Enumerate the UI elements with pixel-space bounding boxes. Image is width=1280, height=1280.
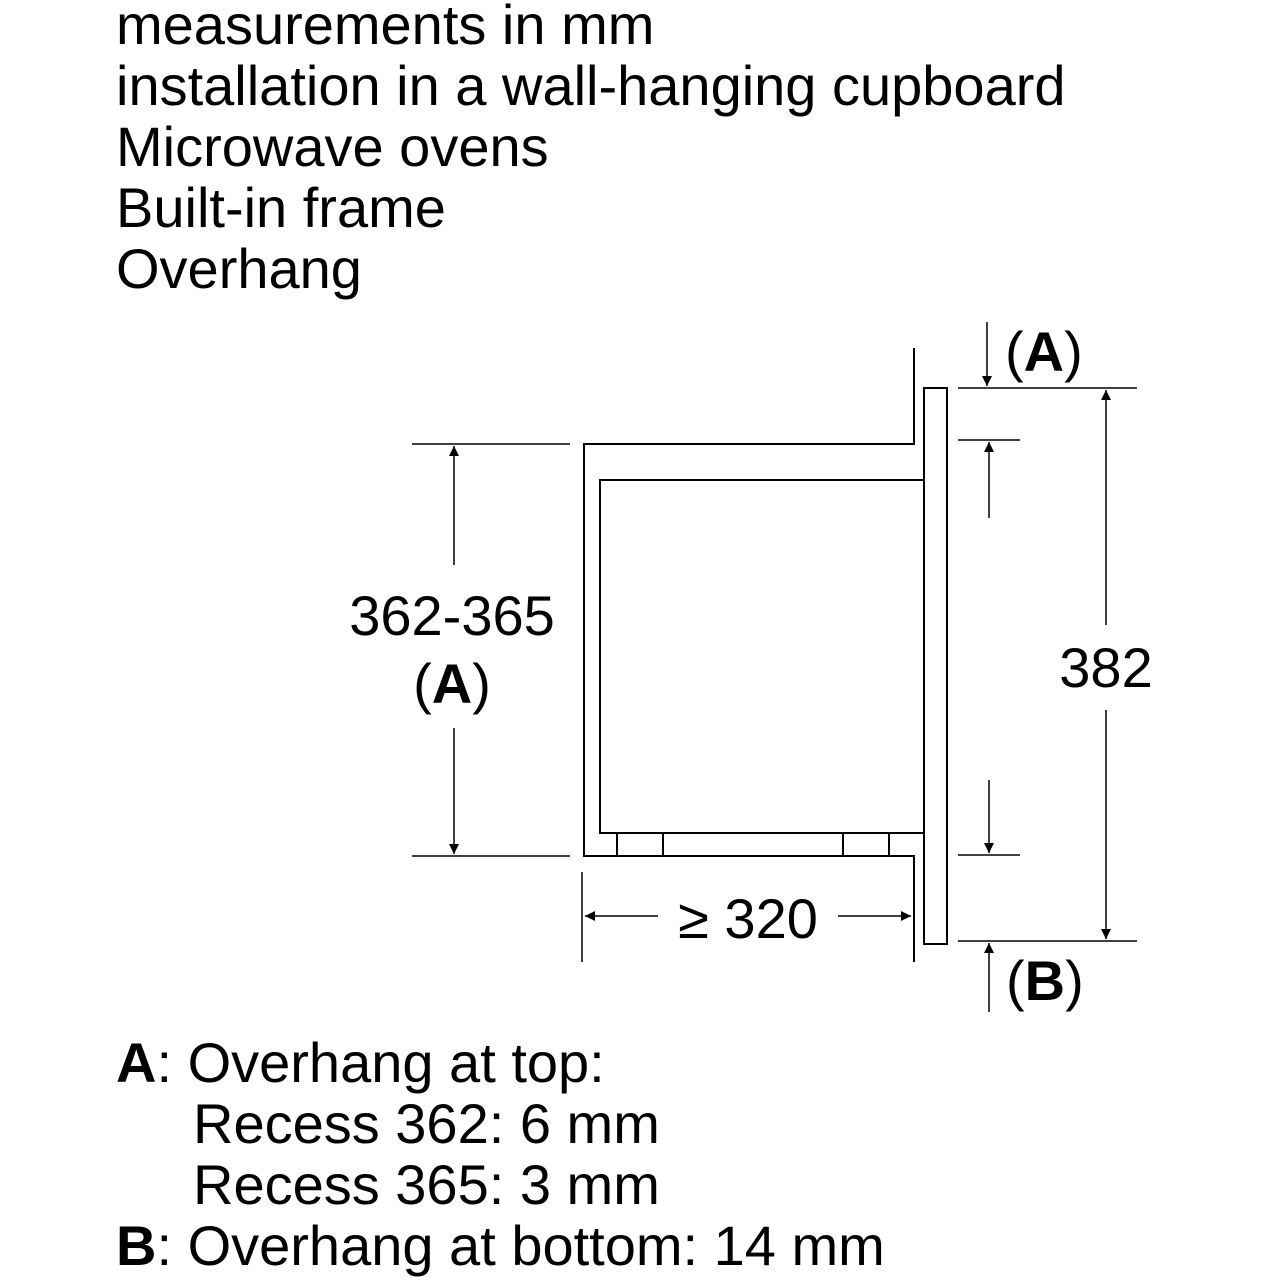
legend [116,1032,885,1276]
legend-a-title: : Overhang at top: [156,1031,605,1094]
legend-a-line1: Recess 362: 6 mm [193,1092,660,1155]
legend-b [116,1215,885,1276]
header-units: measurements in mm [116,0,655,56]
overall-height-value: 382 [1059,636,1153,699]
microwave-foot-left [617,833,663,856]
header-frame: Built-in frame [116,176,446,239]
header-installation: installation in a wall-hanging cupboard [116,54,1066,117]
legend-a-line2: Recess 365: 3 mm [193,1153,660,1216]
header-overhang: Overhang [116,237,362,300]
cabinet-wall [584,348,914,962]
recess-height-value: 362-365 [349,584,555,647]
legend-b-title: : Overhang at bottom: 14 mm [156,1214,885,1277]
overhang-a-label: (A) [1005,320,1083,383]
header-product: Microwave ovens [116,115,549,178]
built-in-frame [924,388,947,944]
legend-a [116,1032,885,1093]
microwave-body [600,480,924,833]
recess-height-ref: (A) [413,652,491,715]
microwave-foot-right [843,833,889,856]
legend-a-key: A [116,1031,157,1094]
legend-b-key: B [116,1214,157,1277]
depth-value: ≥ 320 [678,887,818,950]
overhang-b-label: (B) [1006,949,1084,1012]
